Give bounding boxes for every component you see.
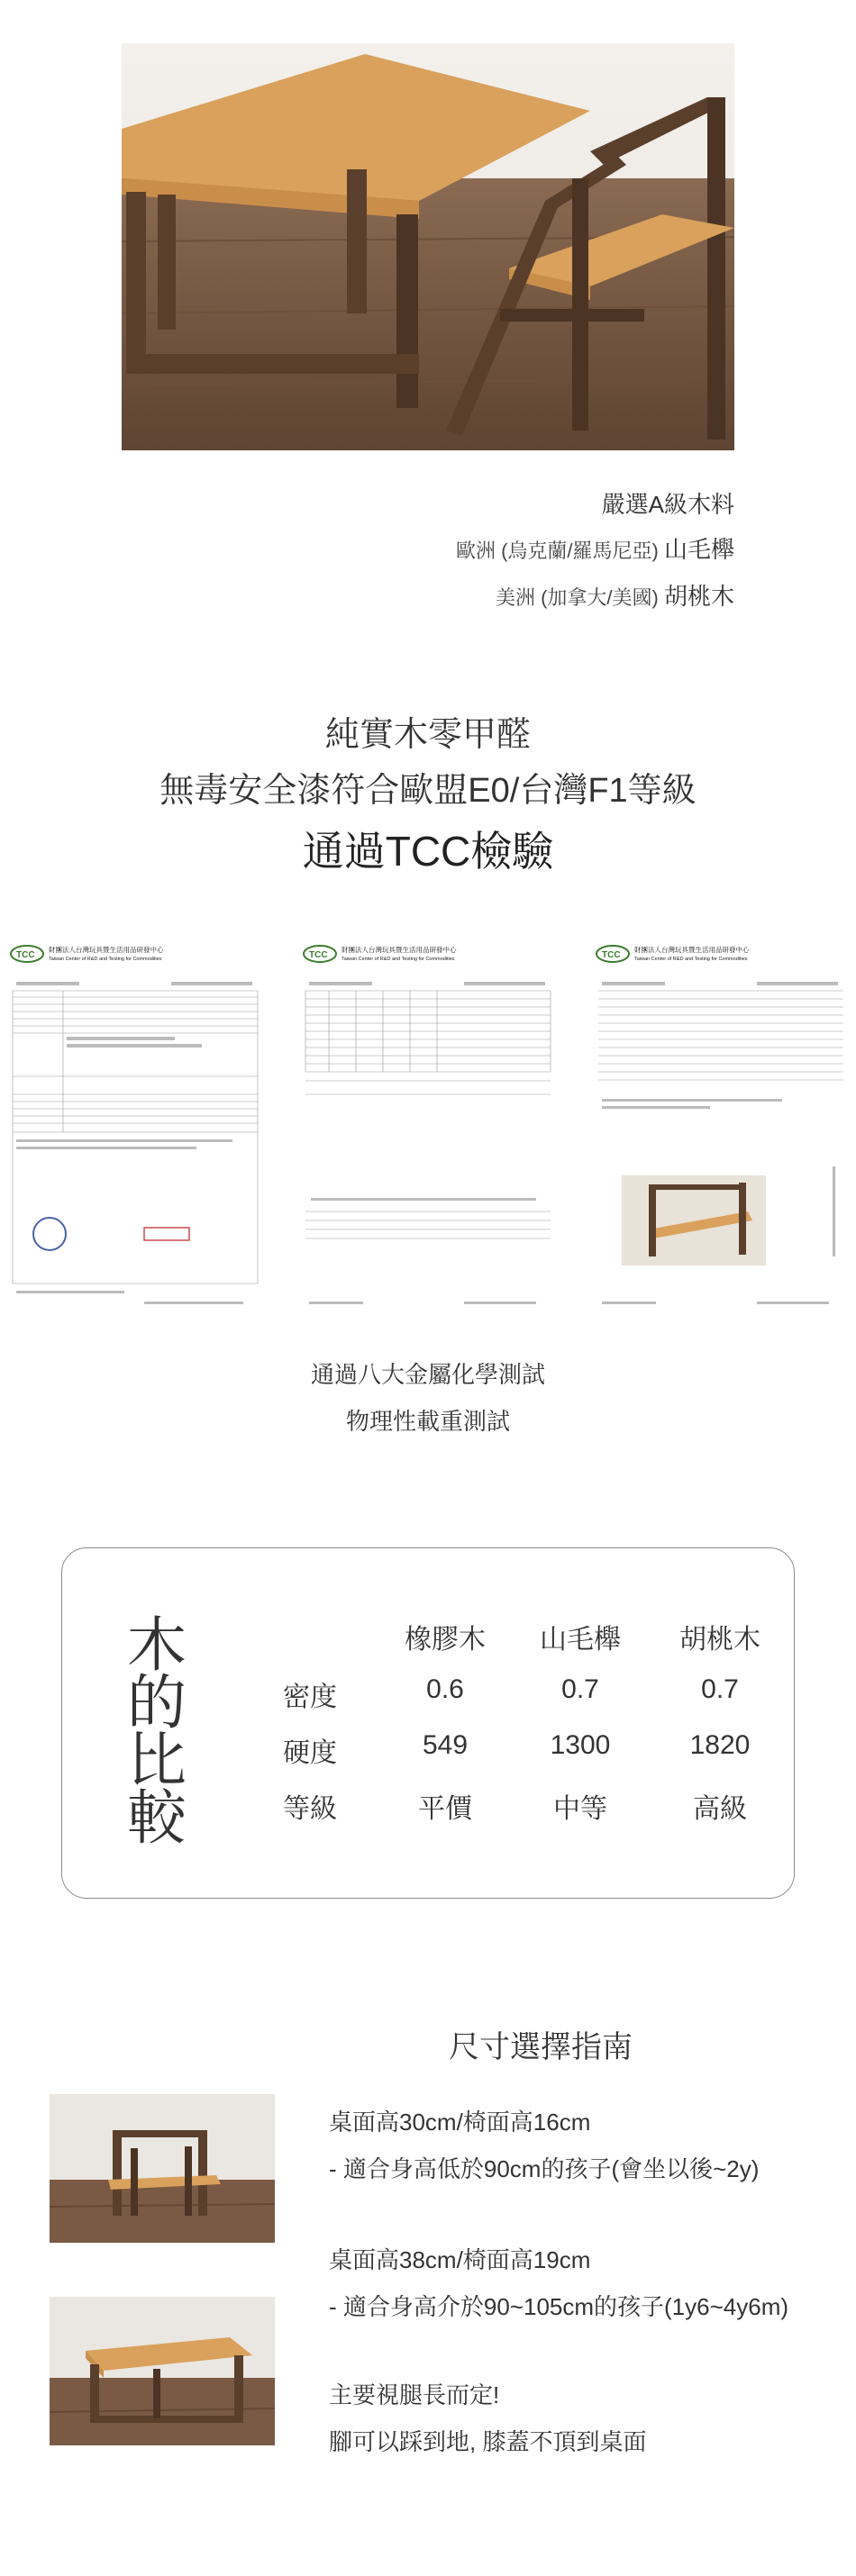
leg-length-note: 主要視腿長而定! [329,2381,500,2408]
tcc-logo-2: TCC [309,950,328,960]
test-report-3-image [595,941,847,1320]
tcc-logo-3: TCC [602,950,621,960]
row-label-hardness: 硬度 [283,1738,337,1768]
solid-wood-claim: 純實木零甲醛 [324,716,531,754]
row-label-grade: 等級 [283,1794,337,1824]
test-report-3 [595,941,847,1320]
cell-value: 1820 [689,1730,751,1760]
cell-value: 平價 [418,1794,472,1824]
row-label-density: 密度 [283,1683,337,1712]
walnut-name: 胡桃木 [663,583,734,610]
comparison-title: 木的比較 [127,1611,187,1851]
org-name-zh-1: 財團法人台灣玩具暨生活用品研發中心 [49,946,164,954]
cell-value: 高級 [693,1794,747,1824]
load-test-line: 物理性載重測試 [345,1408,510,1435]
walnut-origin: 美洲 (加拿大/美國) [495,586,664,609]
header-beech: 山毛櫸 [540,1625,621,1655]
wood-comparison-box [61,1547,795,1899]
org-name-zh-3: 財團法人台灣玩具暨生活用品研發中心 [634,946,750,954]
beech-origin: 歐洲 (烏克蘭/羅馬尼亞) [455,540,664,562]
org-name-zh-2: 財團法人台灣玩具暨生活用品研發中心 [341,946,457,954]
tcc-logo-1: TCC [16,950,35,960]
tcc-passed-claim: 通過TCC檢驗 [302,828,554,875]
walnut-origin-line [456,574,734,621]
test-report-1 [9,941,261,1320]
small-size-photo [50,2094,275,2243]
header-rubberwood: 橡膠木 [405,1625,486,1655]
material-intro [456,482,734,621]
small-chair-illustration [50,2094,275,2243]
material-heading: 嚴選A級木料 [601,491,734,518]
header-walnut: 胡桃木 [679,1625,760,1655]
beech-name: 山毛櫸 [663,536,734,563]
cell-value: 549 [422,1730,469,1760]
small-size-dims: 桌面高30cm/椅面高16cm [329,2109,591,2136]
org-name-en-3: Taiwan Center of R&D and Testing for Commodities [634,957,748,962]
cell-value: 中等 [553,1794,607,1824]
paint-safety-claim: 無毒安全漆符合歐盟E0/台灣F1等級 [159,772,697,810]
large-size-dims: 桌面高38cm/椅面高19cm [329,2246,591,2273]
test-report-2 [302,941,554,1320]
org-name-en-2: Taiwan Center of R&D and Testing for Commodities [341,957,455,962]
cell-value: 1300 [550,1730,611,1760]
small-table-illustration [50,2297,275,2445]
cell-value: 0.7 [701,1674,739,1704]
test-report-2-image [302,941,554,1320]
size-guide-title: 尺寸選擇指南 [449,2030,633,2064]
small-size-age: - 適合身高低於90cm的孩子(會坐以後~2y) [329,2155,760,2182]
large-size-age: - 適合身高介於90~105cm的孩子(1y6~4y6m) [329,2293,789,2320]
cell-value: 0.6 [426,1674,464,1704]
table-and-chair-illustration [122,43,734,450]
cell-value: 0.7 [561,1674,599,1704]
certification-heading [0,707,856,884]
metal-test-line: 通過八大金屬化學測試 [310,1361,545,1388]
test-report-gallery [9,941,847,1320]
beech-origin-line [456,527,734,574]
table-size-photo [50,2297,275,2445]
tests-passed [0,1351,856,1445]
test-report-1-image [9,941,261,1320]
feet-knee-note: 腳可以踩到地, 膝蓋不頂到桌面 [329,2428,647,2455]
org-name-en-1: Taiwan Center of R&D and Testing for Commodities [49,957,162,962]
hero-product-photo [122,43,734,450]
